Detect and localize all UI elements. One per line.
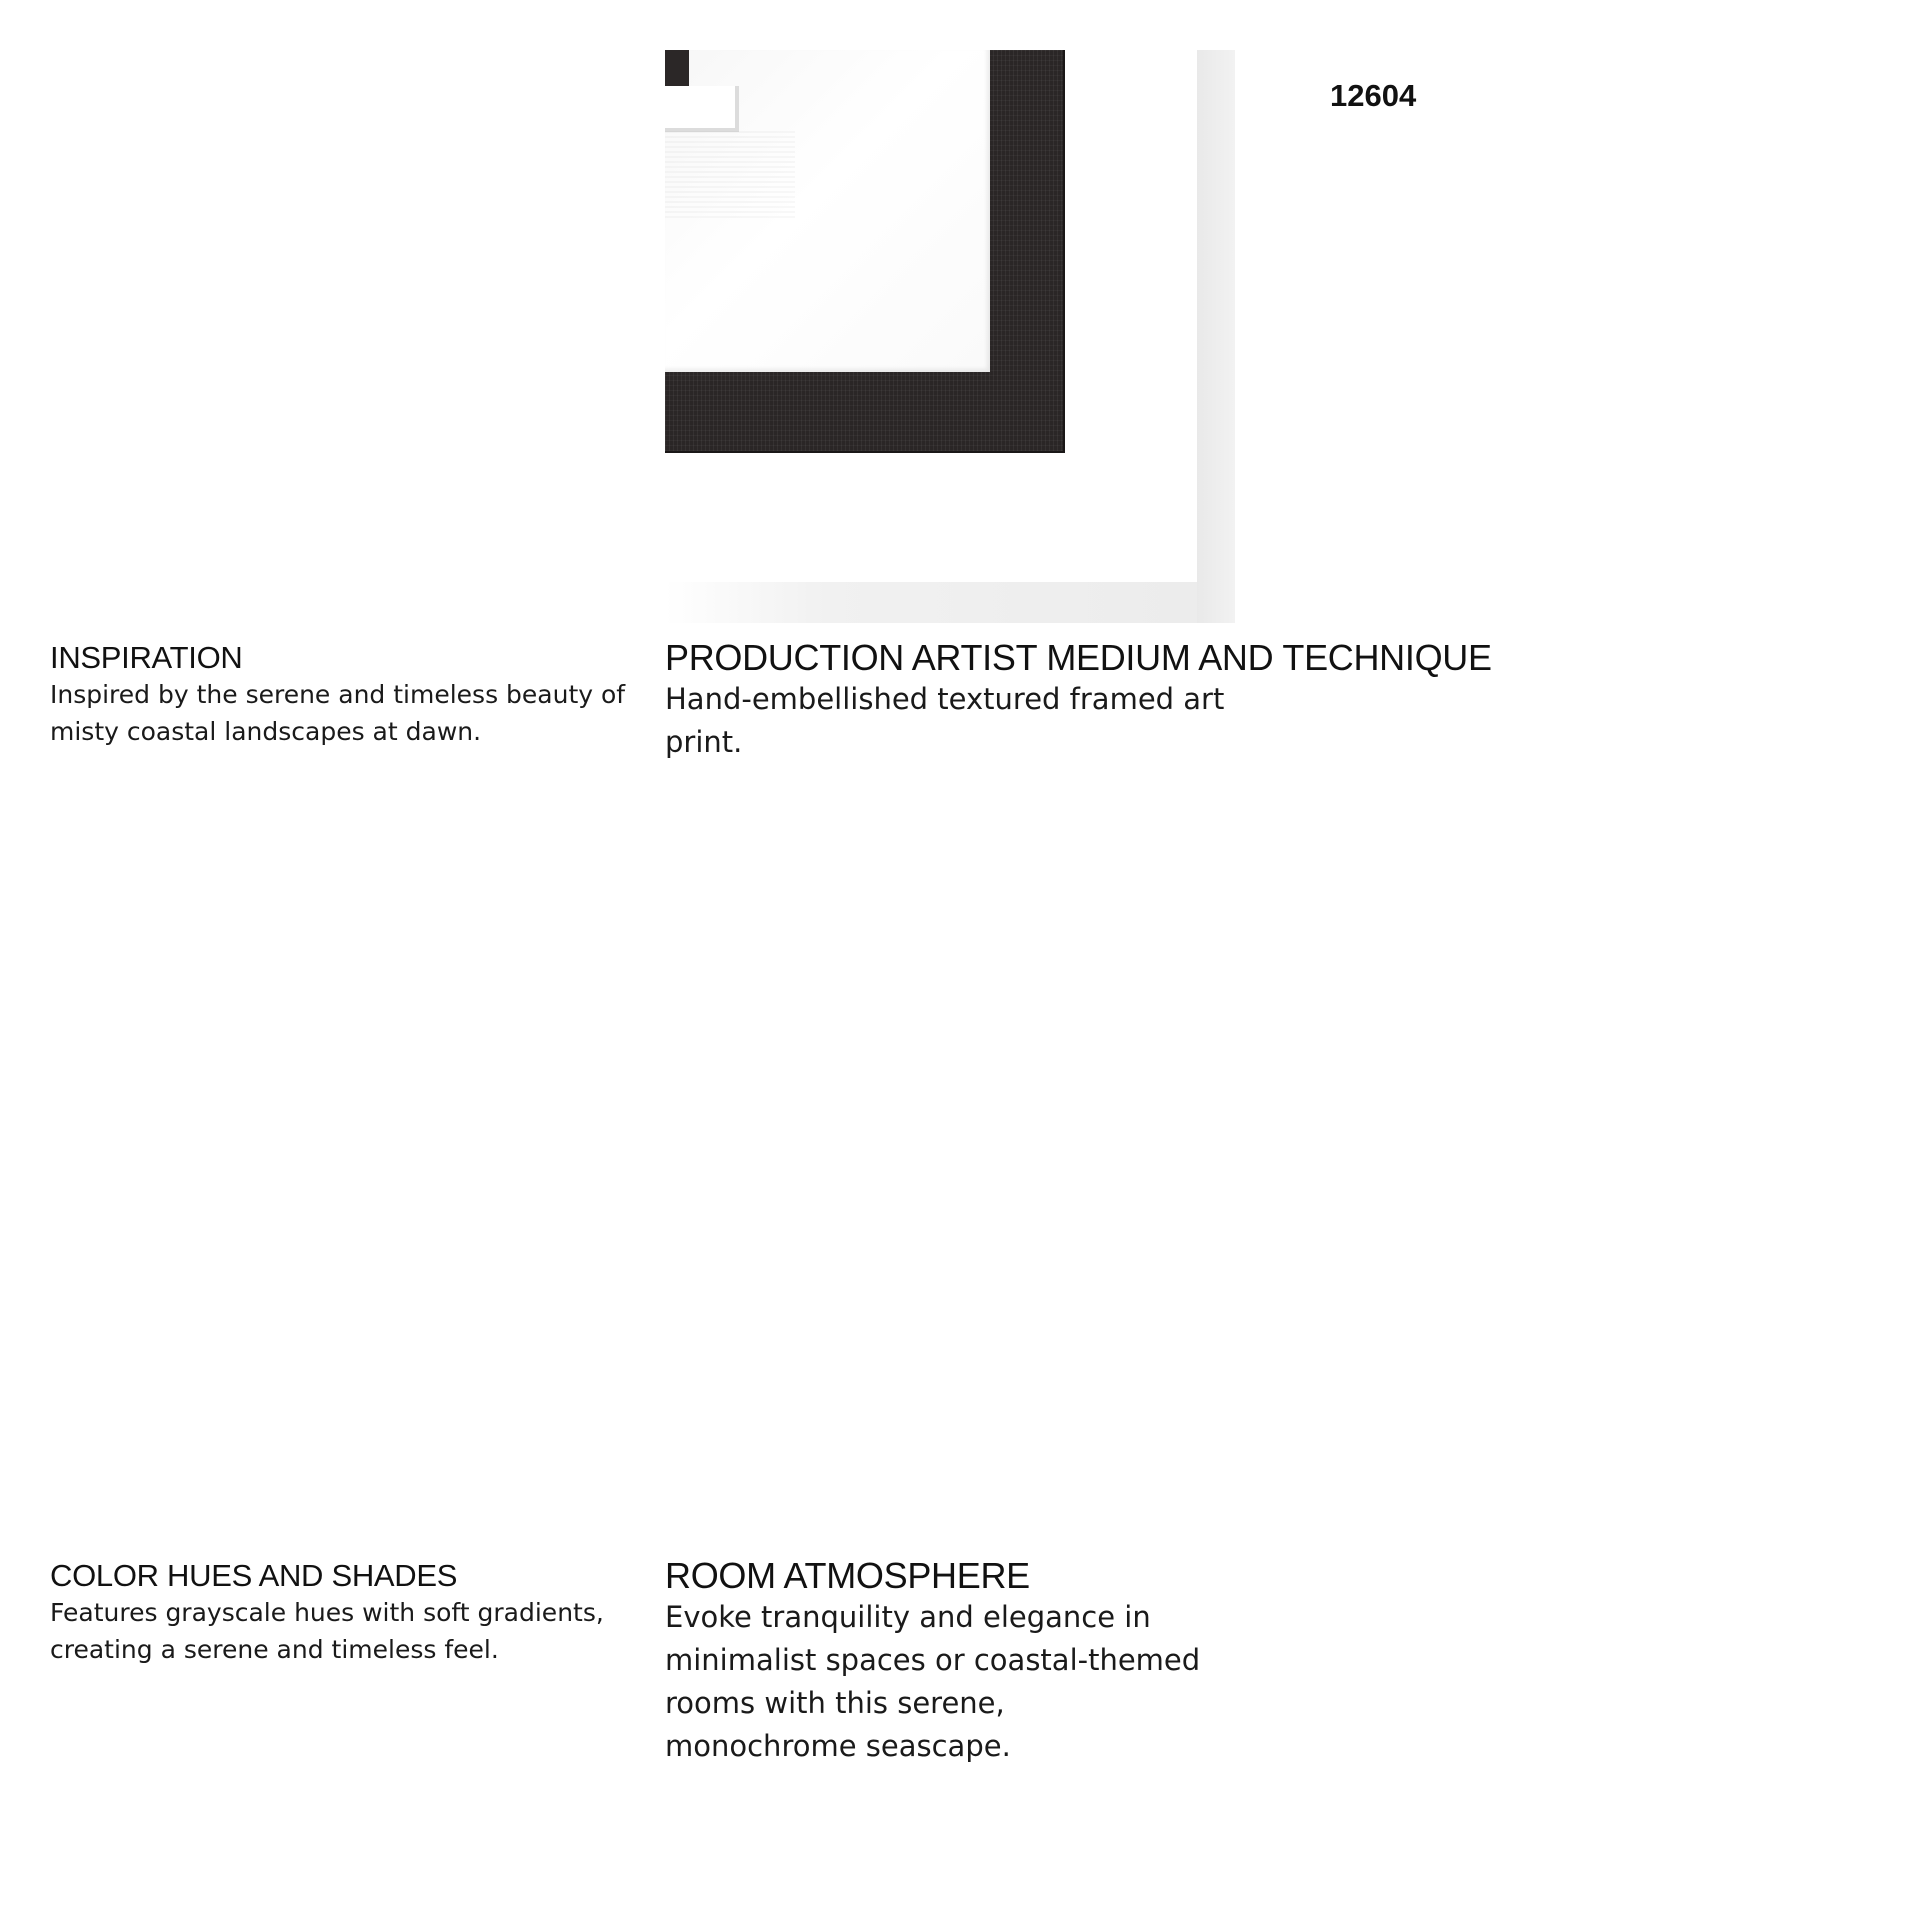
- artwork-panel: [665, 86, 739, 132]
- frame-shadow-right: [1197, 50, 1235, 623]
- production-title: PRODUCTION ARTIST MEDIUM AND TECHNIQUE: [665, 637, 1492, 678]
- room-atmosphere-title: ROOM ATMOSPHERE: [665, 1555, 1030, 1596]
- color-hues-title: COLOR HUES AND SHADES: [50, 1558, 458, 1593]
- inspiration-title: INSPIRATION: [50, 640, 243, 675]
- production-body: Hand-embellished textured framed art print.: [665, 682, 1225, 759]
- frame-mat: [665, 50, 990, 372]
- color-hues-section: [50, 1558, 640, 1668]
- glass-reflection: [665, 128, 795, 218]
- inspiration-body: Inspired by the serene and timeless beauty of misty coastal landscapes at dawn.: [50, 680, 626, 746]
- inspiration-section: [50, 640, 640, 750]
- picture-frame: [665, 50, 1065, 453]
- color-hues-body: Features grayscale hues with soft gradients, creating a serene and timeless feel.: [50, 1598, 604, 1664]
- product-image: [665, 50, 1235, 623]
- production-section: [665, 638, 1505, 764]
- room-atmosphere-section: [665, 1556, 1225, 1768]
- room-atmosphere-body: Evoke tranquility and elegance in minimalist spaces or coastal-themed rooms with this serene, monochrome seascape.: [665, 1600, 1201, 1763]
- artwork-corner: [665, 50, 689, 86]
- frame-shadow-bottom: [665, 582, 1197, 623]
- product-sku: 12604: [1330, 78, 1417, 113]
